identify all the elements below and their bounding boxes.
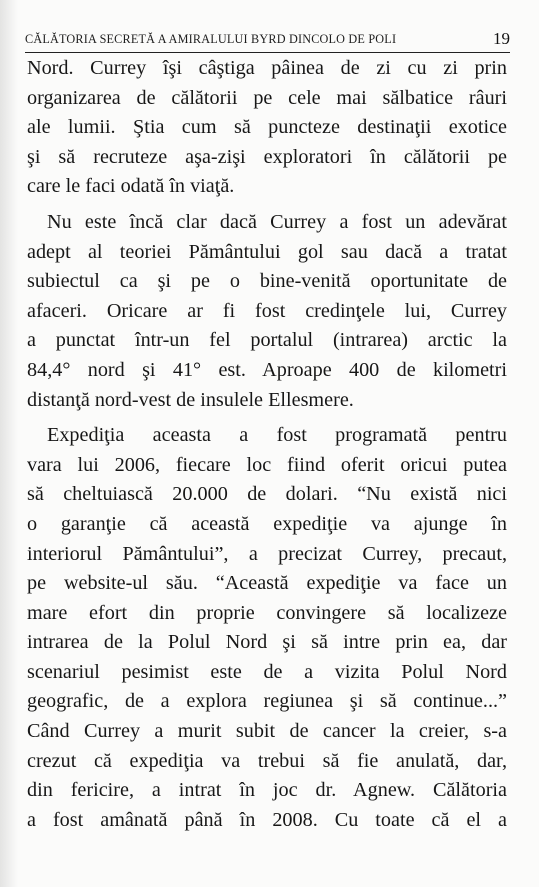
paragraph-3 xyxy=(27,421,507,835)
page-header xyxy=(25,30,510,53)
body-text xyxy=(27,54,507,835)
paragraph-1 xyxy=(27,54,507,202)
text-line: Expediţia aceasta a fost programată pentru xyxy=(47,424,507,447)
text-line: distanţă nord-vest de insulele Ellesmere. xyxy=(27,388,354,411)
text-line: afaceri. Oricare ar fi fost credinţele lui, Currey xyxy=(27,299,507,322)
page-gutter-shadow xyxy=(0,0,18,887)
text-line: vara lui 2006, fiecare loc fiind oferit oricui putea xyxy=(27,453,507,476)
text-line: o garanţie că această expediţie va ajunge în xyxy=(27,512,507,535)
text-line: care le faci odată în viaţă. xyxy=(27,175,235,198)
text-line: crezut că expediţia va trebui să fie anulată, dar, xyxy=(27,749,507,772)
paragraph-2 xyxy=(27,208,507,415)
text-line: din fericire, a intrat în joc dr. Agnew. Călătoria xyxy=(27,779,507,802)
text-line: a fost amânată până în 2008. Cu toate că el a xyxy=(27,808,507,831)
text-line: ale lumii. Ştia cum să puncteze destinaţii exotice xyxy=(27,116,507,139)
text-line: scenariul pesimist este de a vizita Polul Nord xyxy=(27,660,507,683)
text-line: geografic, de a explora regiunea şi să continue...” xyxy=(27,690,507,713)
text-line: a punctat într-un fel portalul (intrarea) arctic la xyxy=(27,329,507,352)
text-line: interiorul Pământului”, a precizat Currey, precaut, xyxy=(27,542,507,565)
page-number: 19 xyxy=(493,29,510,48)
text-line: subiectul ca şi pe o bine-venită oportunitate de xyxy=(27,270,507,293)
text-line: Când Currey a murit subit de cancer la creier, s-a xyxy=(27,720,507,743)
text-line: şi să recruteze aşa-zişi exploratori în călătorii pe xyxy=(27,145,507,168)
text-line: Nu este încă clar dacă Currey a fost un adevărat xyxy=(47,210,507,233)
text-line: adept al teoriei Pământului gol sau dacă a tratat xyxy=(27,240,507,263)
text-line: mare efort din proprie convingere să localizeze xyxy=(27,601,507,624)
text-line: să cheltuiască 20.000 de dolari. “Nu există nici xyxy=(27,483,507,506)
running-title: CĂLĂTORIA SECRETĂ A AMIRALULUI BYRD DINCOLO DE POLI xyxy=(25,32,397,46)
text-line: 84,4° nord şi 41° est. Aproape 400 de kilometri xyxy=(27,358,507,381)
text-line: organizarea de călătorii pe cele mai sălbatice râuri xyxy=(27,86,507,109)
text-line: pe website-ul său. “Această expediţie va face un xyxy=(27,572,507,595)
text-line: Nord. Currey îşi câştiga pâinea de zi cu zi prin xyxy=(27,57,507,79)
text-line: intrarea de la Polul Nord şi să intre prin ea, dar xyxy=(27,631,507,654)
